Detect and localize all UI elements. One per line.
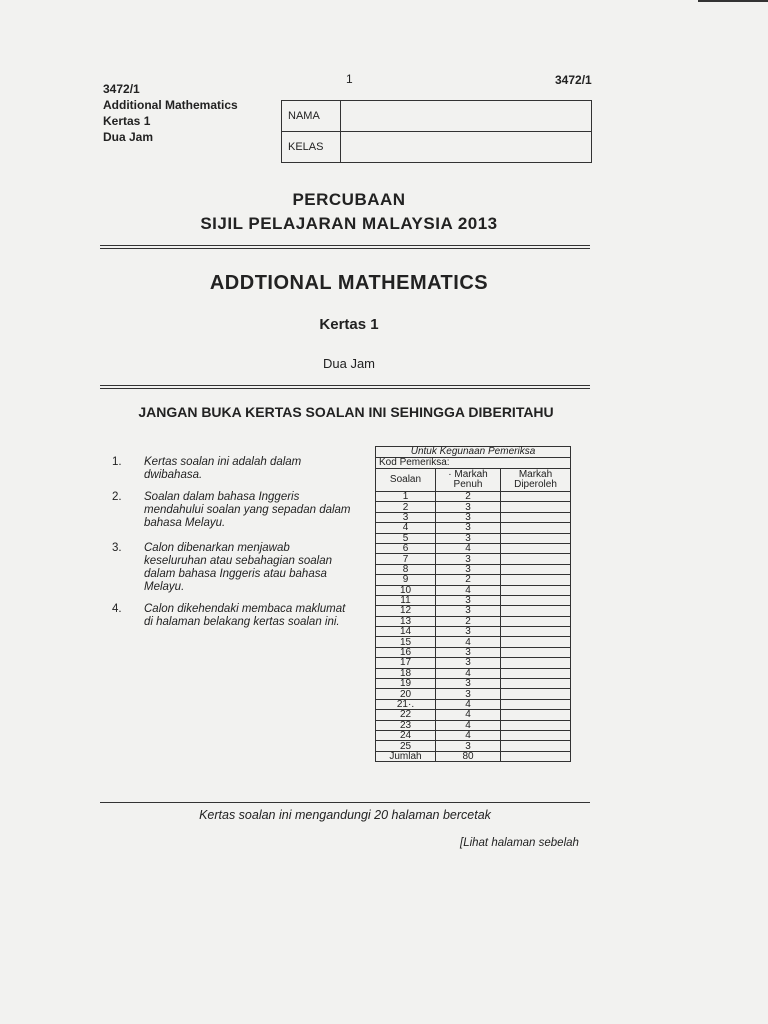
table-row (376, 720, 571, 730)
paper-code-right: 3472/1 (555, 73, 592, 87)
question-number: 25 (376, 741, 436, 751)
full-marks: 3 (436, 647, 501, 657)
instruction-item (112, 491, 362, 533)
total-row (376, 751, 571, 761)
subject-name: Additional Mathematics (103, 98, 238, 112)
table-row (376, 564, 571, 574)
full-marks: 4 (436, 637, 501, 647)
turn-over-note: [Lihat halaman sebelah (460, 837, 579, 849)
question-number: 1 (376, 492, 436, 502)
obtained-marks-cell[interactable] (501, 606, 571, 616)
full-marks: 4 (436, 585, 501, 595)
full-marks: 4 (436, 710, 501, 720)
question-number: 5 (376, 533, 436, 543)
full-marks: 3 (436, 606, 501, 616)
exam-title-line1: PERCUBAAN (292, 190, 406, 209)
full-marks: 2 (436, 616, 501, 626)
question-number: 11 (376, 595, 436, 605)
full-marks: 4 (436, 543, 501, 553)
table-row (376, 616, 571, 626)
instruction-text: Kertas soalan ini adalah dalam dwibahasa. (144, 456, 302, 481)
table-row (376, 554, 571, 564)
obtained-marks-cell[interactable] (501, 492, 571, 502)
question-number: 12 (376, 606, 436, 616)
identity-box (281, 100, 592, 163)
question-number: 10 (376, 585, 436, 595)
obtained-marks-cell[interactable] (501, 616, 571, 626)
paper-number: Kertas 1 (103, 114, 151, 128)
full-marks: 3 (436, 741, 501, 751)
page-number: 1 (346, 72, 353, 86)
instruction-text: Calon dikehendaki membaca maklumat di halaman belakang kertas soalan ini. (144, 603, 346, 628)
question-number: 24 (376, 730, 436, 740)
obtained-marks-cell[interactable] (501, 512, 571, 522)
page-count-note: Kertas soalan ini mengandungi 20 halaman bercetak (199, 808, 491, 822)
obtained-marks-cell[interactable] (501, 699, 571, 709)
question-number: 3 (376, 512, 436, 522)
obtained-marks-cell[interactable] (501, 720, 571, 730)
question-number: 9 (376, 575, 436, 585)
full-marks: 3 (436, 554, 501, 564)
obtained-marks-cell[interactable] (501, 543, 571, 553)
total-obtained-cell[interactable] (501, 751, 571, 761)
obtained-marks-cell[interactable] (501, 689, 571, 699)
instruction-item (112, 456, 362, 484)
total-label: Jumlah (376, 751, 436, 761)
table-row (376, 627, 571, 637)
instruction-number: 3. (112, 542, 122, 554)
examiner-code-field[interactable]: Kod Pemeriksa: (376, 458, 571, 469)
table-row (376, 647, 571, 657)
obtained-marks-cell[interactable] (501, 647, 571, 657)
question-number: 20 (376, 689, 436, 699)
table-row (376, 585, 571, 595)
col-question-header: Soalan (376, 469, 436, 492)
full-marks: 4 (436, 699, 501, 709)
paper-title: Kertas 1 (319, 316, 379, 333)
full-marks: 2 (436, 492, 501, 502)
table-row (376, 658, 571, 668)
obtained-marks-cell[interactable] (501, 575, 571, 585)
table-row (376, 689, 571, 699)
table-row (376, 575, 571, 585)
header-left-block (103, 81, 238, 145)
table-row (376, 668, 571, 678)
instruction-text: Soalan dalam bahasa Inggeris mendahului soalan yang sepadan dalam bahasa Melayu. (144, 491, 351, 529)
question-number: 8 (376, 564, 436, 574)
full-marks: 3 (436, 595, 501, 605)
table-row (376, 637, 571, 647)
question-number: 15 (376, 637, 436, 647)
obtained-marks-cell[interactable] (501, 585, 571, 595)
scan-edge-line (698, 0, 768, 2)
table-row (376, 512, 571, 522)
question-number: 6 (376, 543, 436, 553)
full-marks: 3 (436, 564, 501, 574)
full-marks: 3 (436, 512, 501, 522)
obtained-marks-cell[interactable] (501, 679, 571, 689)
obtained-marks-cell[interactable] (501, 741, 571, 751)
question-number: 7 (376, 554, 436, 564)
table-row (376, 741, 571, 751)
instruction-item (112, 542, 362, 596)
total-full-marks: 80 (436, 751, 501, 761)
obtained-marks-cell[interactable] (501, 564, 571, 574)
table-row (376, 710, 571, 720)
table-row (376, 679, 571, 689)
instruction-number: 2. (112, 491, 122, 503)
question-number: 14 (376, 627, 436, 637)
question-number: 13 (376, 616, 436, 626)
marks-table-caption: Untuk Kegunaan Pemeriksa (376, 447, 571, 458)
paper-duration: Dua Jam (103, 130, 154, 144)
full-marks: 3 (436, 658, 501, 668)
bottom-rule (100, 802, 590, 803)
full-marks: 3 (436, 523, 501, 533)
paper-code: 3472/1 (103, 82, 140, 96)
question-number: 22 (376, 710, 436, 720)
table-row (376, 543, 571, 553)
full-marks: 3 (436, 627, 501, 637)
instruction-text: Calon dibenarkan menjawab keseluruhan atau sebahagian soalan dalam bahasa Inggeris atau bahasa Melayu. (144, 542, 332, 593)
col-obtained-header: Markah Diperoleh (501, 469, 571, 492)
question-number: 23 (376, 720, 436, 730)
obtained-marks-cell[interactable] (501, 502, 571, 512)
marks-table (375, 446, 571, 762)
double-rule-top (100, 245, 590, 249)
duration-title: Dua Jam (322, 356, 376, 371)
obtained-marks-cell[interactable] (501, 730, 571, 740)
class-row[interactable] (282, 132, 591, 162)
name-label: NAMA (282, 101, 341, 131)
question-number: 21·. (376, 699, 436, 709)
question-number: 18 (376, 668, 436, 678)
full-marks: 4 (436, 668, 501, 678)
double-rule-bottom (100, 385, 590, 389)
full-marks: 2 (436, 575, 501, 585)
obtained-marks-cell[interactable] (501, 627, 571, 637)
warning-text: JANGAN BUKA KERTAS SOALAN INI SEHINGGA DIBERITAHU (138, 404, 554, 420)
full-marks: 3 (436, 533, 501, 543)
table-row (376, 523, 571, 533)
full-marks: 4 (436, 720, 501, 730)
question-number: 16 (376, 647, 436, 657)
obtained-marks-cell[interactable] (501, 637, 571, 647)
full-marks: 3 (436, 689, 501, 699)
question-number: 17 (376, 658, 436, 668)
obtained-marks-cell[interactable] (501, 658, 571, 668)
obtained-marks-cell[interactable] (501, 668, 571, 678)
question-number: 4 (376, 523, 436, 533)
full-marks: 3 (436, 502, 501, 512)
subject-title: ADDTIONAL MATHEMATICS (209, 272, 489, 294)
name-row[interactable] (282, 101, 591, 132)
table-row (376, 606, 571, 616)
obtained-marks-cell[interactable] (501, 595, 571, 605)
instruction-number: 1. (112, 456, 122, 468)
table-row (376, 502, 571, 512)
instruction-item (112, 603, 362, 645)
obtained-marks-cell[interactable] (501, 554, 571, 564)
obtained-marks-cell[interactable] (501, 533, 571, 543)
table-row (376, 730, 571, 740)
table-row (376, 595, 571, 605)
obtained-marks-cell[interactable] (501, 523, 571, 533)
full-marks: 3 (436, 679, 501, 689)
table-row (376, 492, 571, 502)
obtained-marks-cell[interactable] (501, 710, 571, 720)
exam-title-line2: SIJIL PELAJARAN MALAYSIA 2013 (200, 214, 498, 233)
table-row (376, 699, 571, 709)
class-label: KELAS (282, 132, 341, 162)
question-number: 19 (376, 679, 436, 689)
col-full-marks-header: · Markah Penuh (436, 469, 501, 492)
instruction-number: 4. (112, 603, 122, 615)
question-number: 2 (376, 502, 436, 512)
full-marks: 4 (436, 730, 501, 740)
table-row (376, 533, 571, 543)
